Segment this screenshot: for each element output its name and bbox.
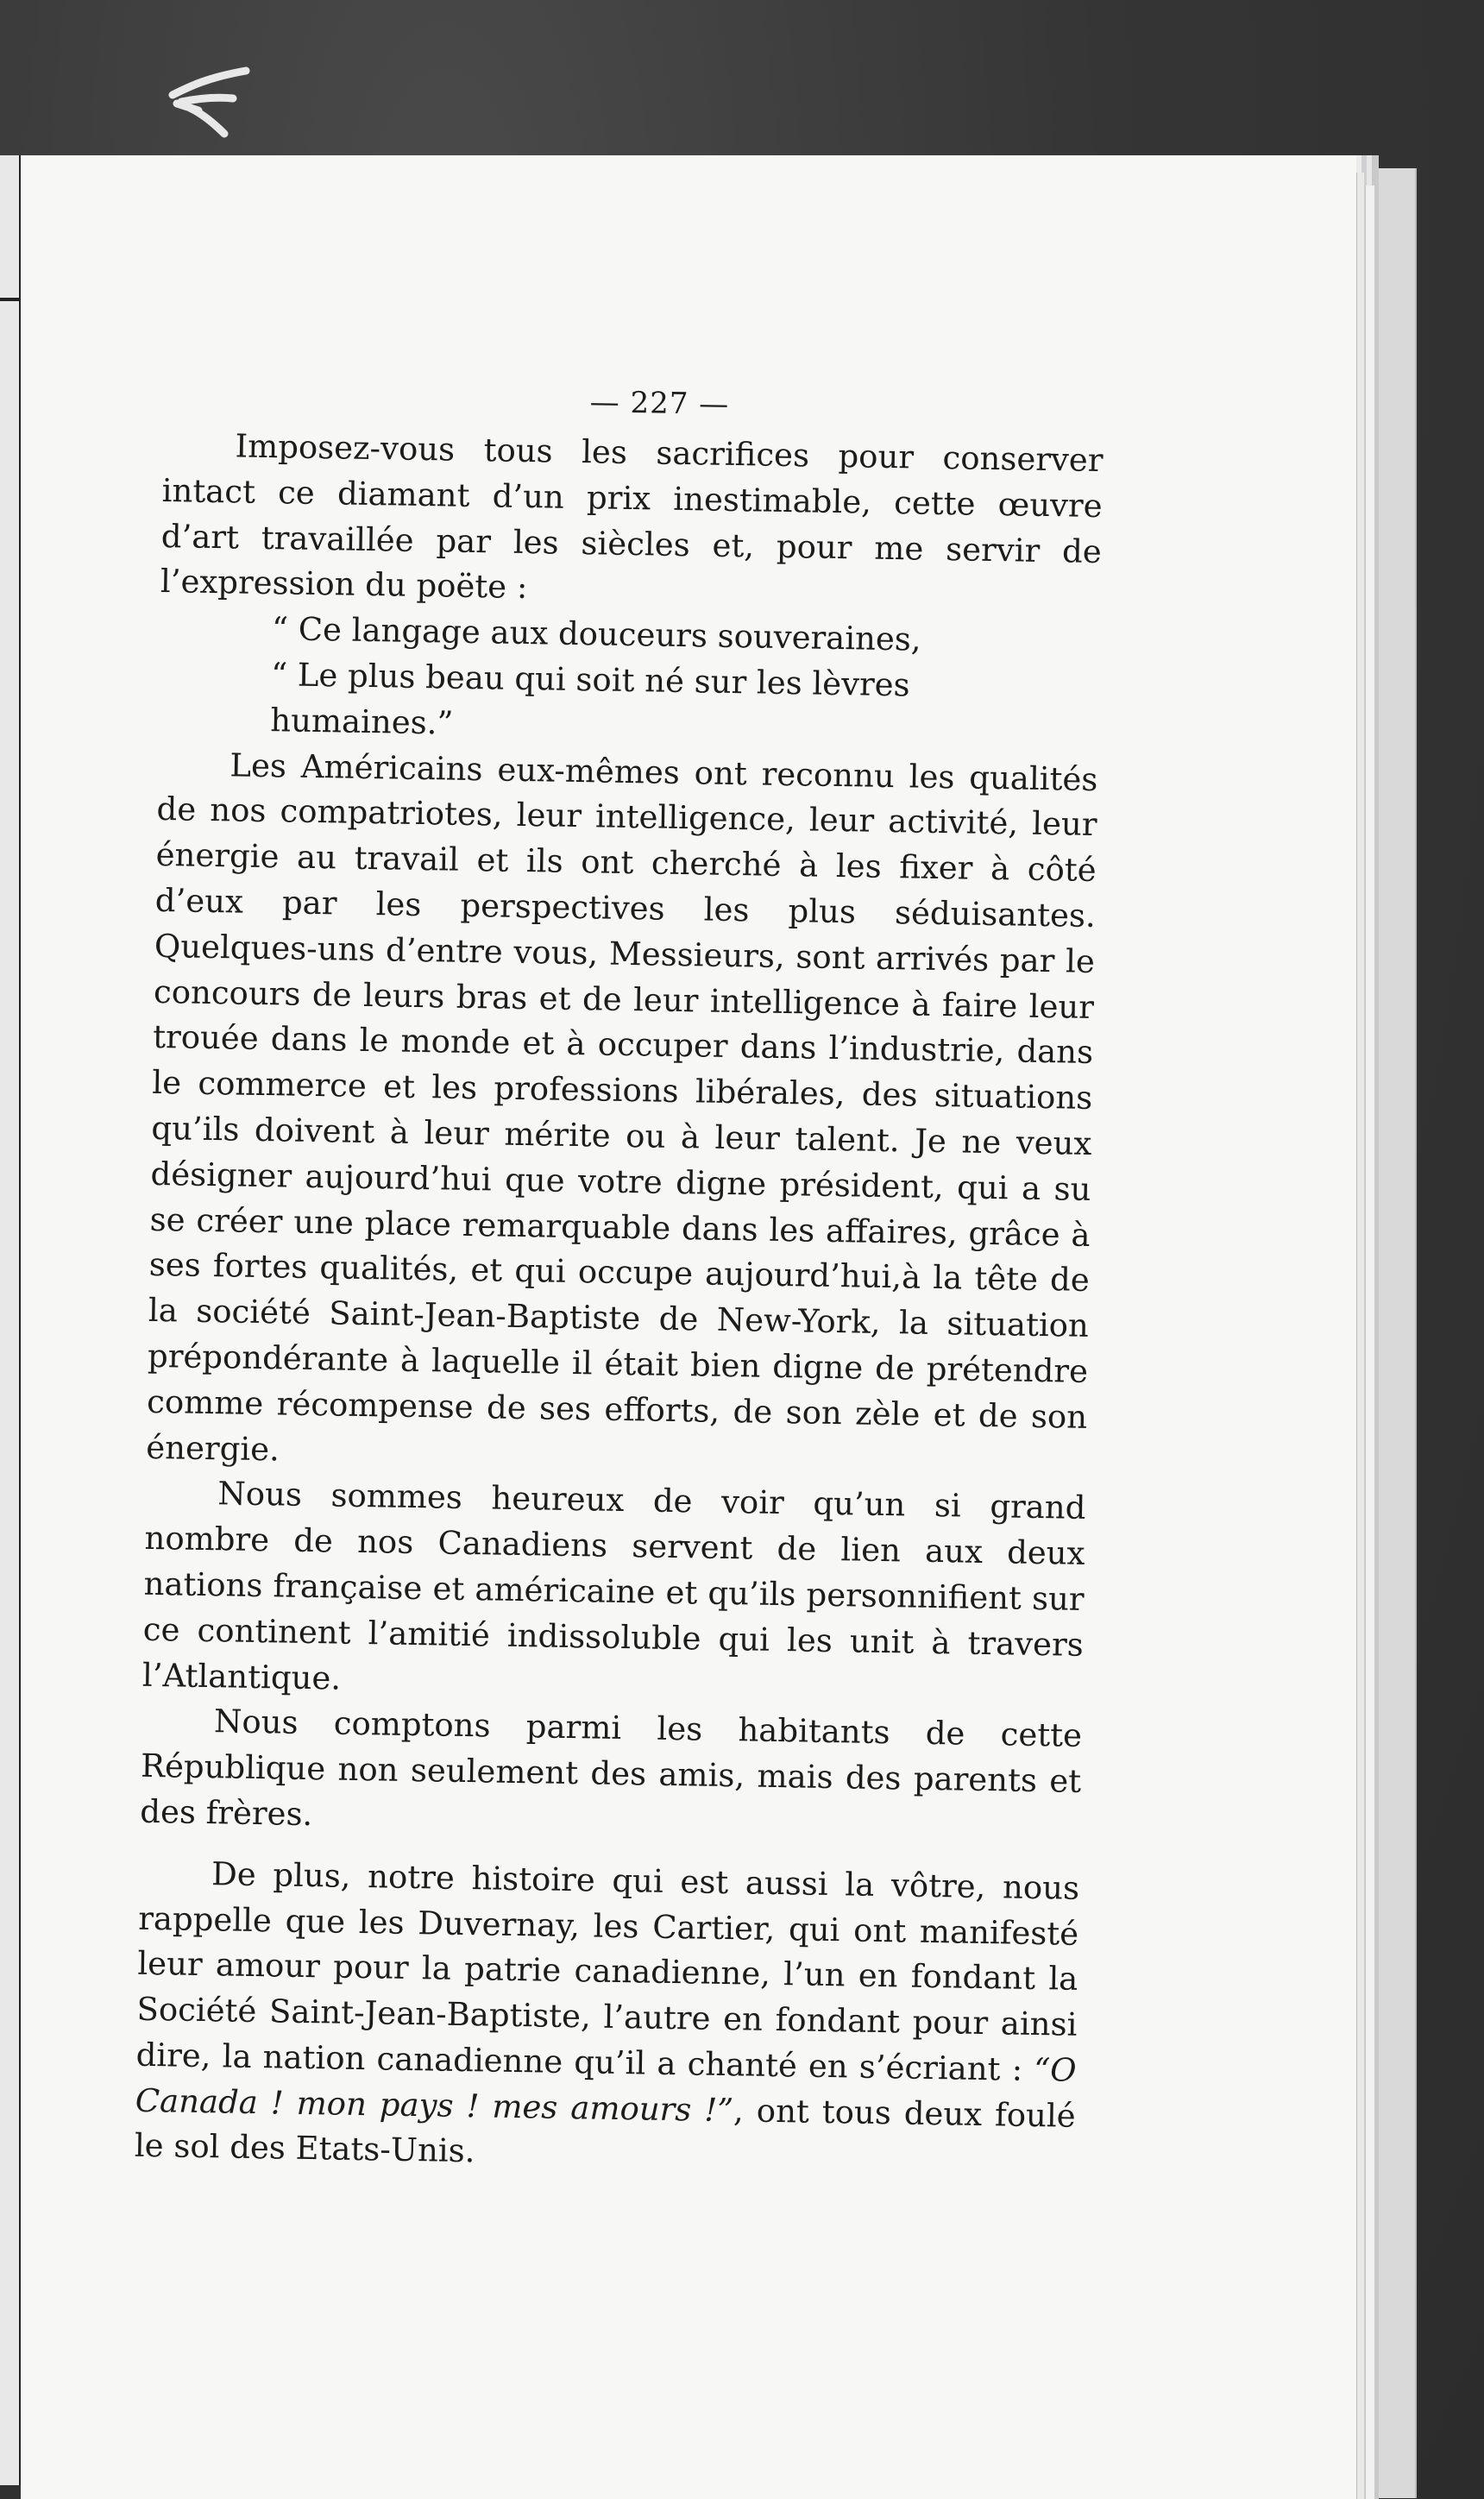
paragraph: Imposez-vous tous les sacrifices pour conserver intact ce diamant d’un prix inestimable, cette œuvre d’art travaillée par les siècles et, pour me servir de l’expression du poëte : (160, 427, 1104, 607)
page-stack-edge (1365, 186, 1374, 2499)
quoted-anthem: “O Canada ! mon pays ! mes amours !” (135, 2050, 1077, 2129)
paragraph-text: , ont tous deux foulé le sol des Etats-Unis. (134, 2091, 1076, 2170)
page-text (134, 373, 1104, 2185)
paragraph (134, 1850, 1079, 2185)
adjacent-page-edge (0, 155, 22, 2485)
paragraph: Nous sommes heureux de voir qu’un si grand nombre de nos Canadiens servent de lien aux deux nations française et américaine et qu’ils personnifient sur ce continent l’amitié indissoluble qui les unit à travers l’Atlantique. (141, 1475, 1086, 1697)
paper-clip-mark (164, 60, 259, 138)
page-number: — 227 — (589, 385, 730, 422)
paragraph: Les Américains eux-mêmes ont reconnu les qualités de nos compatriotes, leur intelligence, leur activité, leur énergie au travail et ils ont cherché à les fixer à côté d’eux par les perspectives les plus séduisantes. Quelques-uns d’entre vous, Messieurs, sont arrivés par le concours de leurs bras et de leur intelligence à faire leur trouée dans le monde et à occuper dans l’industrie, dans le commerce et les professions libérales, des situations qu’ils doivent à leur mérite ou à leur talent. Je ne veux désigner aujourd’hui que votre digne président, qui a su se créer une place remarquable dans les affaires, grâce à ses fortes qualités, et qui occupe aujourd’hui,à la tête de la société Saint-Jean-Baptiste de New-York, la situation prépondérante à laquelle il était bien digne de prétendre comme récompense de ses efforts, de son zèle et de son énergie. (146, 746, 1098, 1468)
page-stack-edge (1356, 173, 1364, 2499)
verse-line: “ Ce langage aux douceurs souveraines, (271, 610, 921, 658)
verse-line: “ Le plus beau qui soit né sur les lèvres humaines.” (269, 656, 910, 742)
paragraph: Nous comptons parmi les habitants de cette République non seulement des amis, mais des parents et des frères. (139, 1703, 1083, 1833)
paragraph-text: De plus, notre histoire qui est aussi la vôtre, nous rappelle que les Duvernay, les Cartier, qui ont manifesté leur amour pour la patrie canadienne, l’un en fondant la Société Saint-Jean-Baptiste, l’autre en fondant pour ainsi dire, la nation canadienne qu’il a chanté en s’écriant : (135, 1854, 1080, 2088)
